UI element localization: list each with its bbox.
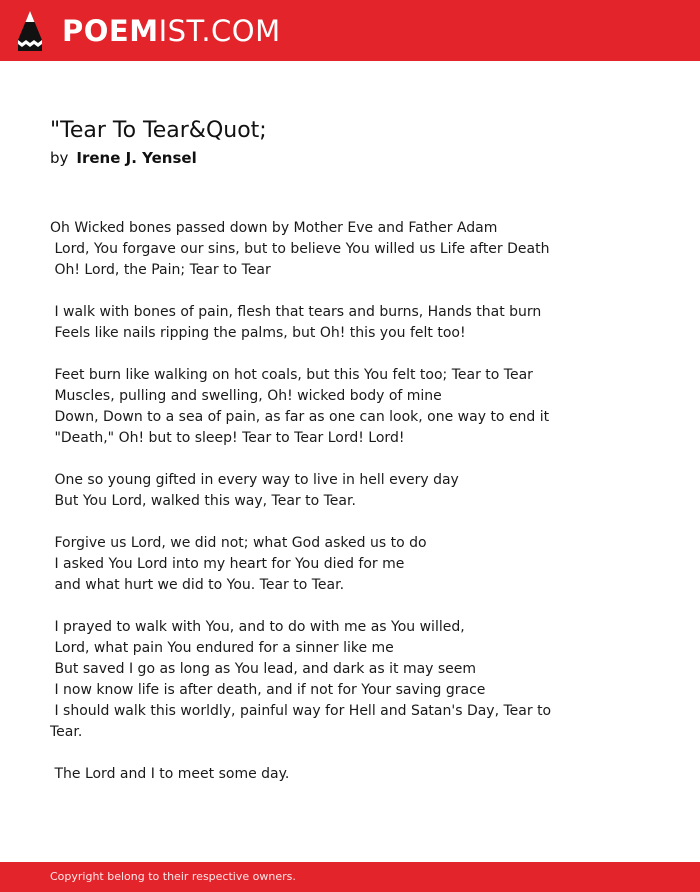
stanza-break	[50, 743, 570, 764]
poem-line: The Lord and I to meet some day.	[50, 766, 290, 782]
poem-line: Tear.	[50, 724, 83, 740]
stanza-break	[50, 512, 570, 533]
poem-line: Feels like nails ripping the palms, but Oh! this you felt too!	[50, 325, 466, 341]
pencil-tip-icon[interactable]	[17, 10, 43, 52]
author-name: Irene J. Yensel	[76, 149, 197, 167]
poem-line: Feet burn like walking on hot coals, but this You felt too; Tear to Tear	[50, 367, 533, 383]
poem-line: and what hurt we did to You. Tear to Tear.	[50, 577, 345, 593]
poem-line: Lord, what pain You endured for a sinner like me	[50, 640, 394, 656]
poem-line: I asked You Lord into my heart for You died for me	[50, 556, 405, 572]
poem-line: Oh Wicked bones passed down by Mother Eve and Father Adam	[50, 220, 498, 236]
poem-line: "Death," Oh! but to sleep! Tear to Tear Lord! Lord!	[50, 430, 405, 446]
poem-line: But You Lord, walked this way, Tear to Tear.	[50, 493, 356, 509]
stanza-break	[50, 281, 570, 302]
logo-bold-text: POEM	[62, 14, 159, 48]
poem-line: Lord, You forgave our sins, but to believe You willed us Life after Death	[50, 241, 550, 257]
poem-body	[50, 218, 570, 785]
logo-light-text: IST.COM	[158, 14, 281, 48]
site-logo[interactable]	[62, 13, 281, 49]
poem-line: Down, Down to a sea of pain, as far as one can look, one way to end it	[50, 409, 550, 425]
stanza-break	[50, 596, 570, 617]
poem-line: I walk with bones of pain, flesh that tears and burns, Hands that burn	[50, 304, 542, 320]
site-header	[0, 0, 700, 61]
poem-line: I now know life is after death, and if not for Your saving grace	[50, 682, 486, 698]
site-footer	[0, 862, 700, 892]
by-label: by	[50, 149, 69, 167]
poem-line: Muscles, pulling and swelling, Oh! wicked body of mine	[50, 388, 442, 404]
byline	[50, 148, 197, 168]
stanza-break	[50, 449, 570, 470]
poem-line: But saved I go as long as You lead, and dark as it may seem	[50, 661, 477, 677]
poem-line: I should walk this worldly, painful way for Hell and Satan's Day, Tear to	[50, 703, 552, 719]
poem-line: Forgive us Lord, we did not; what God asked us to do	[50, 535, 427, 551]
poem-line: One so young gifted in every way to live in hell every day	[50, 472, 459, 488]
poem-title: "Tear To Tear&Quot;	[50, 118, 267, 143]
stanza-break	[50, 344, 570, 365]
copyright-notice: Copyright belong to their respective owners.	[50, 870, 296, 883]
poem-line: Oh! Lord, the Pain; Tear to Tear	[50, 262, 271, 278]
poem-line: I prayed to walk with You, and to do with me as You willed,	[50, 619, 465, 635]
